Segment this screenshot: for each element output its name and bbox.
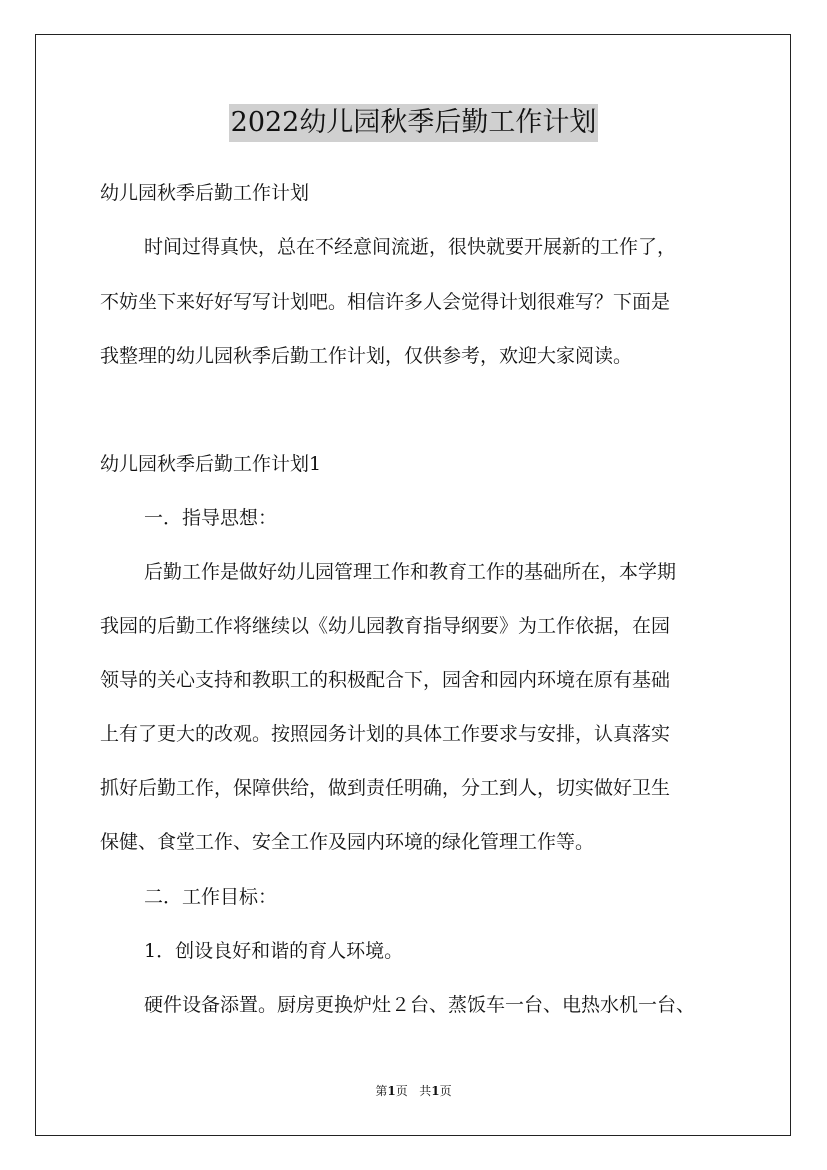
footer-page-prefix: 第 — [375, 1084, 388, 1098]
footer-total-prefix: 共 — [419, 1084, 432, 1098]
intro-line-3: 我整理的幼儿园秋季后勤工作计划，仅供参考，欢迎大家阅读。 — [100, 345, 633, 367]
document-title — [0, 104, 827, 144]
intro-line-2: 不妨坐下来好好写写计划吧。相信许多人会觉得计划很难写？下面是 — [100, 291, 671, 313]
page-footer — [0, 1083, 827, 1099]
intro-line-1: 时间过得真快，总在不经意间流逝，很快就要开展新的工作了， — [144, 236, 677, 258]
paragraph-1-line-2: 我园的后勤工作将继续以《幼儿园教育指导纲要》为工作依据，在园 — [100, 615, 671, 637]
heading-guiding-ideology: 一．指导思想： — [144, 507, 278, 529]
footer-page-suffix: 页 — [395, 1084, 408, 1098]
heading-work-goals: 二．工作目标： — [144, 886, 278, 908]
paragraph-1-line-5: 抓好后勤工作，保障供给，做到责任明确，分工到人，切实做好卫生 — [100, 777, 671, 799]
section-title: 幼儿园秋季后勤工作计划1 — [100, 453, 322, 475]
paragraph-1-line-3: 领导的关心支持和教职工的积极配合下，园舍和园内环境在原有基础 — [100, 669, 671, 691]
footer-total-suffix: 页 — [439, 1084, 452, 1098]
footer-total-number: 1 — [431, 1084, 440, 1098]
paragraph-1-line-1: 后勤工作是做好幼儿园管理工作和教育工作的基础所在，本学期 — [144, 561, 677, 583]
goal-item-1: 1．创设良好和谐的育人环境。 — [144, 940, 404, 962]
paragraph-1-line-4: 上有了更大的改观。按照园务计划的具体工作要求与安排，认真落实 — [100, 723, 671, 745]
footer-page-number: 1 — [387, 1084, 396, 1098]
document-subtitle: 幼儿园秋季后勤工作计划 — [100, 182, 310, 204]
document-title-text: 2022幼儿园秋季后勤工作计划 — [229, 104, 599, 142]
paragraph-2-line-1: 硬件设备添置。厨房更换炉灶２台、蒸饭车一台、电热水机一台、 — [144, 994, 696, 1016]
paragraph-1-line-6: 保健、食堂工作、安全工作及园内环境的绿化管理工作等。 — [100, 831, 595, 853]
